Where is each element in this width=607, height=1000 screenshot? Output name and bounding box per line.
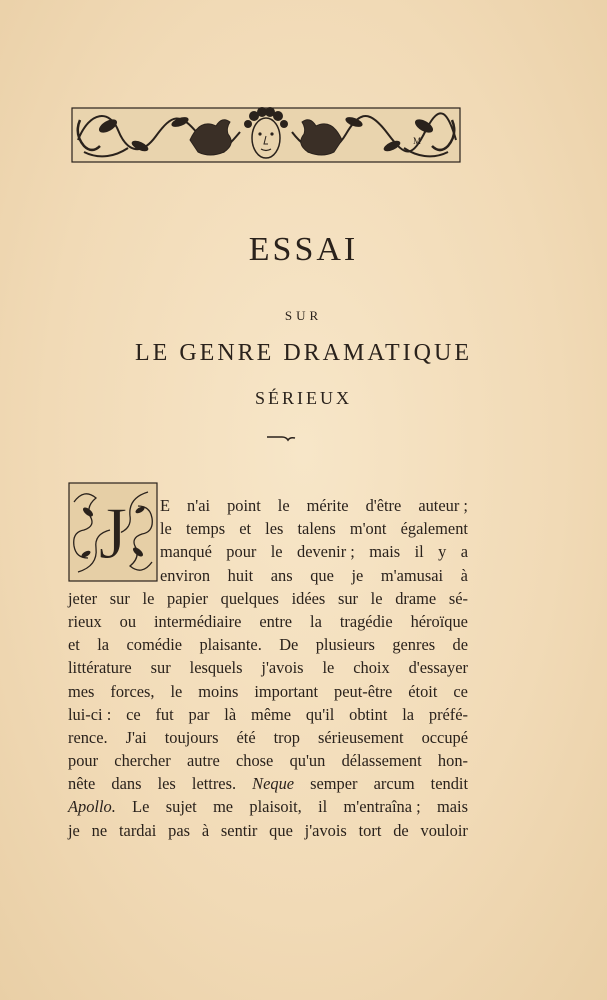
text-line — [160, 494, 468, 517]
word: de — [393, 820, 409, 840]
word: rence. — [68, 727, 108, 747]
word: par — [188, 704, 210, 724]
word: comédie — [126, 635, 183, 655]
word: sérieusement — [318, 727, 404, 747]
word: Le — [132, 797, 150, 817]
word: trop — [273, 727, 300, 747]
word: Apollo. — [68, 797, 116, 817]
word: moins — [198, 681, 239, 701]
word: pour — [68, 751, 99, 771]
text-line — [68, 680, 468, 703]
word: nête — [68, 774, 96, 794]
page-subtitle-2: SÉRIEUX — [255, 388, 352, 408]
word: délassement — [341, 751, 422, 771]
word: quelques — [220, 588, 279, 608]
word: hon- — [437, 751, 468, 771]
word: d'essayer — [408, 658, 468, 678]
word: huit — [227, 565, 254, 585]
word: entre — [259, 611, 293, 631]
body-paragraph — [68, 494, 468, 842]
word: pas — [168, 820, 190, 840]
word: temps — [185, 519, 226, 539]
text-line — [68, 656, 468, 679]
word: toujours — [164, 727, 219, 747]
word: pour — [226, 542, 257, 562]
word: même — [250, 704, 292, 724]
word: ou — [119, 611, 137, 631]
word: également — [400, 519, 468, 539]
word: semper — [310, 774, 358, 794]
word: occupé — [421, 727, 468, 747]
text-line — [68, 749, 468, 772]
word: plaisante. — [199, 635, 262, 655]
word: papier — [167, 588, 208, 608]
word: sujet — [165, 797, 197, 817]
word: qu'un — [289, 751, 326, 771]
word: tardai — [118, 820, 157, 840]
word: mais — [437, 797, 468, 817]
word: sur — [337, 588, 358, 608]
word: plusieurs — [315, 635, 375, 655]
word: la — [97, 635, 110, 655]
word: De — [279, 635, 299, 655]
text-line — [68, 772, 468, 795]
text-line — [160, 540, 468, 563]
word: point — [227, 496, 261, 515]
word: mes — [68, 681, 95, 701]
word: sur — [150, 658, 171, 678]
word: idées — [291, 588, 326, 608]
word: plaisoit, — [249, 797, 302, 817]
word: sentir — [220, 820, 258, 840]
word: tendit — [430, 774, 468, 794]
word: lettres. — [191, 774, 237, 794]
word: talens — [297, 519, 336, 539]
word: devenir ; — [297, 542, 355, 562]
word: la — [310, 611, 322, 631]
text-line — [160, 564, 468, 587]
word: le — [277, 496, 290, 515]
text-line — [68, 587, 468, 610]
word: peut-être — [334, 681, 393, 701]
word: ce — [126, 704, 141, 724]
word: littérature — [68, 658, 132, 678]
word: vouloir — [420, 820, 468, 840]
word: obtint — [349, 704, 388, 724]
word: E — [160, 496, 171, 515]
text-line — [160, 517, 468, 540]
text-line — [68, 610, 468, 633]
word: et — [239, 519, 252, 539]
word: intermédiaire — [153, 611, 242, 631]
word: il — [414, 542, 424, 562]
word: il — [318, 797, 328, 817]
word: le — [142, 588, 155, 608]
word: ans — [270, 565, 293, 585]
word: les — [157, 774, 176, 794]
word: tragédie — [339, 611, 393, 631]
word: chercher — [114, 751, 171, 771]
word: ce — [453, 681, 468, 701]
word: a — [460, 542, 468, 562]
word: le — [160, 519, 172, 539]
word: tort — [358, 820, 382, 840]
word: Neque — [252, 774, 295, 794]
word: sur — [109, 588, 130, 608]
word: je — [351, 565, 364, 585]
word: arcum — [373, 774, 415, 794]
word: autre — [186, 751, 220, 771]
text-line — [68, 726, 468, 749]
page-title: ESSAI — [248, 231, 359, 268]
word: m'ont — [349, 519, 387, 539]
word: à — [201, 820, 210, 840]
word: j'avois — [261, 658, 304, 678]
page-subtitle: LE GENRE DRAMATIQUE — [135, 340, 472, 366]
word: qu'il — [305, 704, 335, 724]
word: je — [68, 820, 80, 840]
word: et — [68, 635, 80, 655]
word: là — [224, 704, 237, 724]
word: forces, — [110, 681, 155, 701]
word: mérite — [306, 496, 349, 515]
word: j'avois — [304, 820, 347, 840]
word: mais — [369, 542, 401, 562]
word: fut — [155, 704, 174, 724]
word: m'entraîna ; — [343, 797, 421, 817]
word: les — [265, 519, 284, 539]
word: dans — [111, 774, 142, 794]
text-line — [68, 703, 468, 726]
word: été — [236, 727, 256, 747]
dropcap-letter: J — [98, 493, 128, 575]
word: héroïque — [410, 611, 468, 631]
word: sé- — [448, 588, 468, 608]
word: me — [213, 797, 234, 817]
word: le — [322, 658, 335, 678]
word: environ — [160, 565, 211, 585]
word: genres — [392, 635, 436, 655]
headpiece-ornament — [70, 100, 462, 170]
word: à — [460, 565, 468, 585]
word: que — [310, 565, 334, 585]
word: que — [269, 820, 293, 840]
headpiece-monogram: M — [413, 136, 422, 146]
dash-ornament — [266, 432, 296, 442]
word: drame — [395, 588, 437, 608]
text-line — [68, 633, 468, 656]
text-line — [68, 795, 468, 818]
word: auteur ; — [418, 496, 468, 515]
title-connector: SUR — [284, 308, 323, 323]
word: m'amusai — [380, 565, 444, 585]
word: étoit — [408, 681, 438, 701]
word: rieux — [68, 611, 102, 631]
word: important — [254, 681, 319, 701]
word: ne — [91, 820, 108, 840]
word: la — [402, 704, 415, 724]
text-line — [68, 819, 468, 842]
word: choix — [353, 658, 390, 678]
word: manqué — [160, 542, 212, 562]
word: de — [452, 635, 468, 655]
word: lui-ci : — [68, 704, 112, 724]
word: y — [438, 542, 447, 562]
word: chose — [235, 751, 274, 771]
word: le — [370, 588, 383, 608]
word: lesquels — [189, 658, 243, 678]
word: préfé- — [428, 704, 468, 724]
word: le — [170, 681, 183, 701]
word: J'ai — [125, 727, 147, 747]
word: le — [270, 542, 283, 562]
word: d'être — [365, 496, 402, 515]
word: jeter — [68, 588, 98, 608]
word: n'ai — [187, 496, 211, 515]
